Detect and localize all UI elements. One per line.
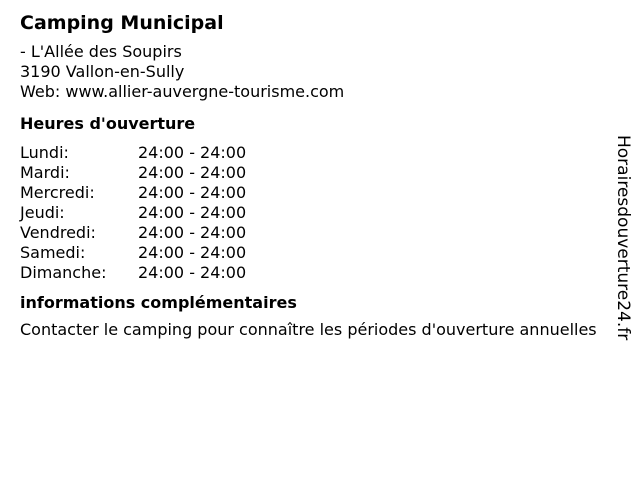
website-link[interactable]: Web: www.allier-auvergne-tourisme.com xyxy=(20,82,345,101)
hours-time-value: 24:00 - 24:00 xyxy=(138,203,247,222)
hours-time-value: 24:00 - 24:00 xyxy=(138,243,247,262)
business-listing xyxy=(20,10,610,340)
info-heading: informations complémentaires xyxy=(20,293,297,312)
hours-day-label: Dimanche: xyxy=(20,263,107,282)
hours-day-label: Mardi: xyxy=(20,163,70,182)
hours-row-dimanche xyxy=(20,263,610,283)
hours-day-label: Lundi: xyxy=(20,143,69,162)
hours-row-mercredi xyxy=(20,183,610,203)
hours-row-samedi xyxy=(20,243,610,263)
hours-heading: Heures d'ouverture xyxy=(20,114,196,133)
hours-time-value: 24:00 - 24:00 xyxy=(138,263,247,282)
hours-time-value: 24:00 - 24:00 xyxy=(138,163,247,182)
hours-time-value: 24:00 - 24:00 xyxy=(138,183,247,202)
address-street: - L'Allée des Soupirs xyxy=(20,42,182,61)
hours-row-jeudi xyxy=(20,203,610,223)
site-watermark: Horairesdouverture24.fr xyxy=(613,135,633,341)
hours-row-vendredi xyxy=(20,223,610,243)
hours-row-mardi xyxy=(20,163,610,183)
business-name: Camping Municipal xyxy=(20,12,224,34)
address-city: 3190 Vallon-en-Sully xyxy=(20,62,185,81)
hours-day-label: Vendredi: xyxy=(20,223,96,242)
hours-day-label: Samedi: xyxy=(20,243,86,262)
hours-time-value: 24:00 - 24:00 xyxy=(138,223,247,242)
hours-time-value: 24:00 - 24:00 xyxy=(138,143,247,162)
hours-table xyxy=(20,143,610,283)
hours-row-lundi xyxy=(20,143,610,163)
info-text: Contacter le camping pour connaître les périodes d'ouverture annuelles xyxy=(20,320,597,339)
hours-day-label: Jeudi: xyxy=(20,203,65,222)
hours-day-label: Mercredi: xyxy=(20,183,95,202)
